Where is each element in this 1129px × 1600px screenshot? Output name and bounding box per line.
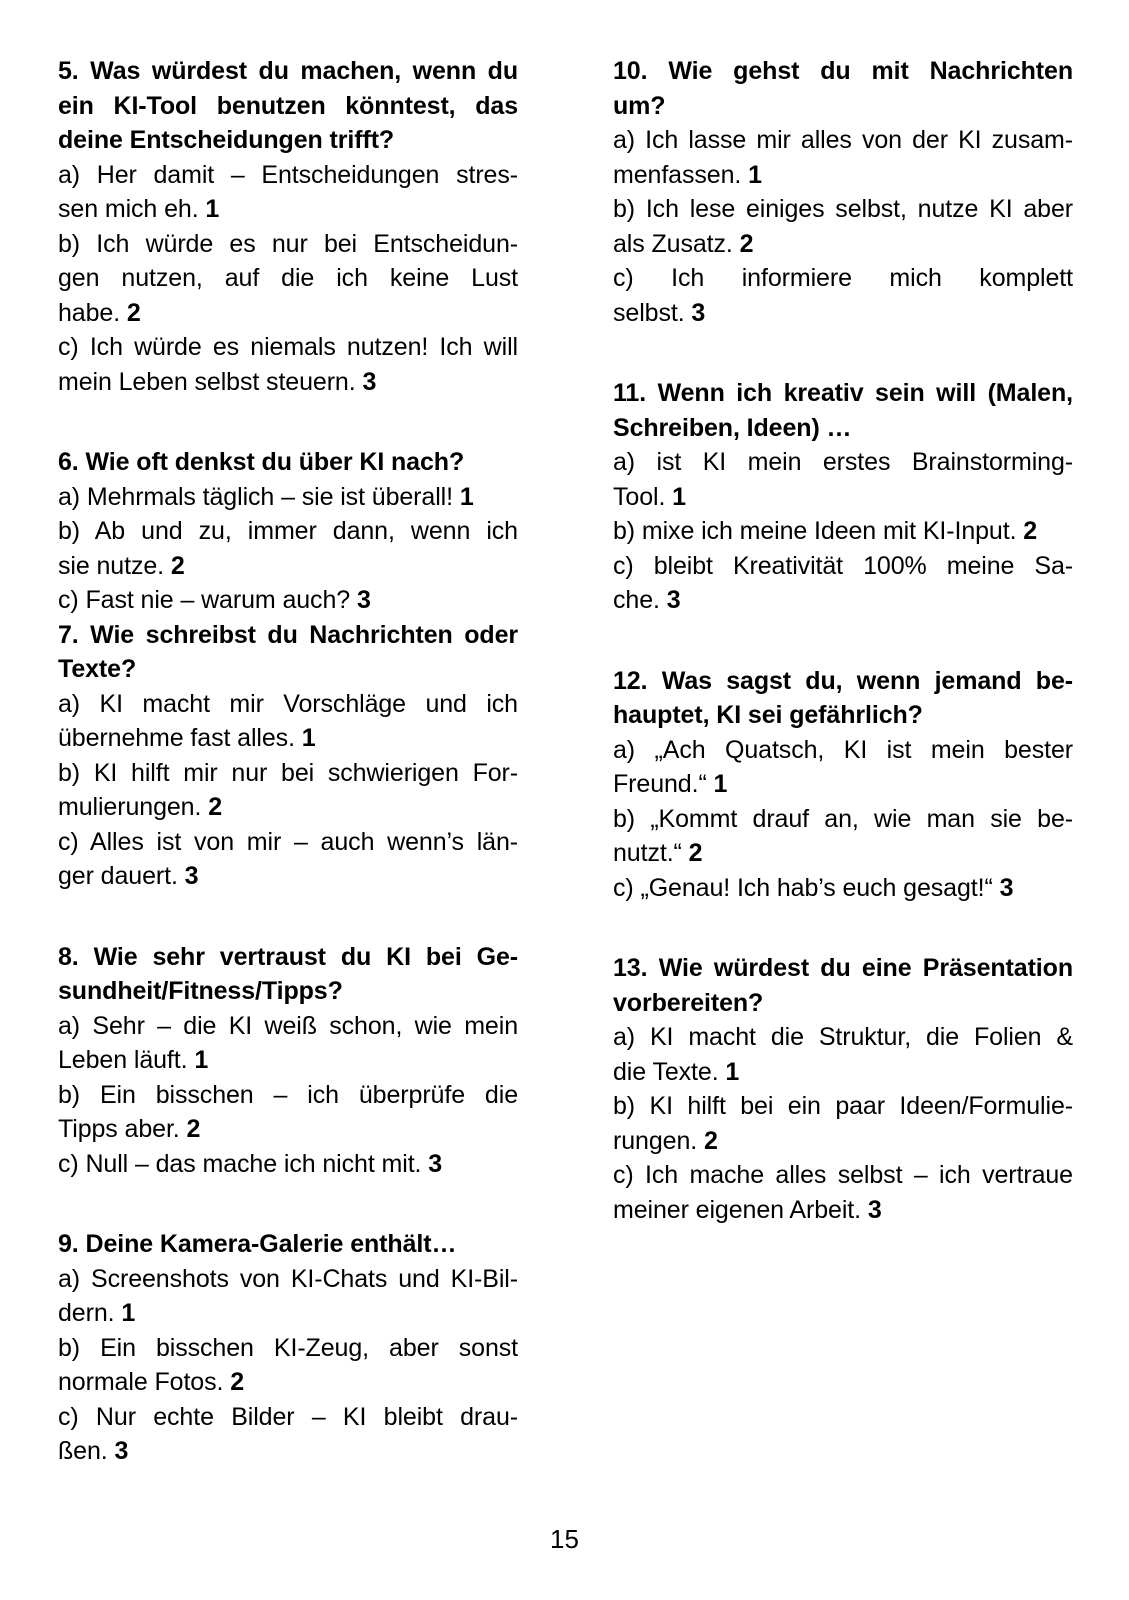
option-score: 3 — [691, 298, 706, 327]
option-line: a) KI macht die Struktur, die Folien & — [613, 1023, 1073, 1051]
question-block — [58, 445, 518, 618]
option-line: a) Her damit – Entscheidungen stres- — [58, 160, 518, 189]
column-left — [58, 54, 518, 1515]
option-line — [613, 227, 1073, 262]
question-heading-line: 11. Wenn ich kreativ sein will (Malen, — [613, 379, 1073, 407]
option-score: 2 — [186, 1115, 201, 1143]
option-score: 2 — [230, 1368, 245, 1396]
option-line — [58, 365, 518, 400]
option-text: Leben läuft. — [58, 1046, 188, 1074]
option-score: 1 — [748, 160, 762, 189]
option-score: 3 — [356, 586, 371, 614]
option-text: b) mixe ich meine Ideen mit KI-Input. — [613, 517, 1017, 545]
option-line — [613, 480, 1073, 515]
option-text: sen mich eh. — [58, 195, 199, 223]
option-text: c) Null – das mache ich nicht mit. — [58, 1149, 422, 1178]
option-line — [613, 514, 1073, 549]
option-score: 1 — [121, 1299, 136, 1327]
option-line — [58, 1147, 518, 1182]
option-line — [58, 1365, 518, 1400]
option-line — [58, 1043, 518, 1078]
option-line: b) „Kommt drauf an, wie man sie be- — [613, 804, 1073, 833]
option-line — [58, 480, 518, 515]
option-score: 2 — [170, 551, 185, 580]
question-heading-line: 8. Wie sehr vertraust du KI bei Ge- — [58, 942, 518, 971]
option-line: a) Screenshots von KI-Chats und KI-Bil- — [58, 1264, 518, 1293]
option-line — [58, 859, 518, 894]
option-text: dern. — [58, 1299, 115, 1327]
option-line: a) KI macht mir Vorschläge und ich — [58, 689, 518, 718]
option-text: Tipps aber. — [58, 1115, 180, 1143]
option-text: a) Mehrmals täglich – sie ist überall! — [58, 482, 453, 511]
option-score: 2 — [1023, 517, 1038, 545]
question-heading-line: hauptet, KI sei gefährlich? — [613, 701, 923, 729]
question-heading-line: 9. Deine Kamera-Galerie enthält… — [58, 1230, 457, 1258]
option-text: die Texte. — [613, 1057, 719, 1086]
option-line — [613, 296, 1073, 331]
question-heading-line: ein KI-Tool benutzen könntest, das — [58, 91, 518, 120]
option-score: 2 — [688, 839, 703, 867]
question-block — [613, 951, 1073, 1227]
question-heading-line: 13. Wie würdest du eine Präsentation — [613, 954, 1073, 982]
option-line: a) Ich lasse mir alles von der KI zusam- — [613, 126, 1073, 154]
option-line — [613, 158, 1073, 193]
option-line — [613, 1193, 1073, 1228]
option-score: 2 — [739, 229, 754, 258]
question-block — [613, 54, 1073, 330]
option-text: nutzt.“ — [613, 839, 682, 867]
option-line: b) Ein bisschen – ich überprüfe die — [58, 1080, 518, 1109]
option-text: habe. — [58, 298, 121, 327]
option-text: rungen. — [613, 1126, 698, 1155]
option-text: Tool. — [613, 482, 666, 511]
option-line — [58, 549, 518, 584]
option-score: 3 — [867, 1195, 882, 1224]
option-text: ger dauert. — [58, 862, 178, 890]
option-score: 1 — [459, 482, 474, 511]
option-score: 2 — [208, 793, 223, 821]
option-text: ßen. — [58, 1437, 108, 1465]
option-text: Freund.“ — [613, 770, 707, 798]
option-text: che. — [613, 586, 660, 614]
option-score: 3 — [428, 1149, 443, 1178]
question-block — [613, 664, 1073, 906]
option-line — [58, 296, 518, 331]
option-line — [613, 1055, 1073, 1090]
option-score: 1 — [194, 1046, 209, 1074]
question-heading-line: vorbereiten? — [613, 988, 764, 1017]
option-text: mein Leben selbst steuern. — [58, 367, 356, 396]
question-block — [58, 1227, 518, 1469]
option-text: c) „Genau! Ich hab’s euch gesagt!“ — [613, 873, 993, 902]
question-heading-line: Schreiben, Ideen) … — [613, 413, 852, 442]
option-line — [58, 1112, 518, 1147]
page-number: 15 — [550, 1524, 579, 1554]
option-line: c) Ich mache alles selbst – ich vertraue — [613, 1161, 1073, 1189]
option-line — [613, 767, 1073, 802]
option-score: 3 — [362, 367, 377, 396]
option-score: 2 — [703, 1126, 718, 1155]
option-line — [58, 790, 518, 825]
option-score: 1 — [725, 1057, 740, 1086]
option-score: 2 — [126, 298, 141, 327]
option-line: c) Ich informiere mich komplett — [613, 264, 1073, 292]
question-block — [58, 54, 518, 399]
option-text: übernehme fast alles. — [58, 724, 295, 752]
option-line — [58, 192, 518, 227]
option-text: normale Fotos. — [58, 1368, 224, 1396]
question-heading-line: 6. Wie oft denkst du über KI nach? — [58, 448, 465, 476]
option-line: gen nutzen, auf die ich keine Lust — [58, 264, 518, 292]
option-line: b) KI hilft mir nur bei schwierigen For- — [58, 758, 518, 787]
question-block — [58, 940, 518, 1182]
option-line: c) Ich würde es niemals nutzen! Ich will — [58, 333, 518, 361]
option-text: meiner eigenen Arbeit. — [613, 1195, 861, 1224]
question-block — [613, 376, 1073, 618]
option-score: 1 — [672, 482, 686, 511]
option-line: b) Ab und zu, immer dann, wenn ich — [58, 517, 518, 545]
option-line — [613, 871, 1073, 906]
option-line: a) Sehr – die KI weiß schon, wie mein — [58, 1011, 518, 1040]
option-line — [58, 721, 518, 756]
option-line: c) bleibt Kreativität 100% meine Sa- — [613, 551, 1073, 580]
option-line: b) Ich würde es nur bei Entscheidun- — [58, 229, 518, 258]
option-text: selbst. — [613, 298, 685, 327]
option-line: a) „Ach Quatsch, KI ist mein bester — [613, 735, 1073, 764]
option-score: 3 — [999, 873, 1014, 902]
option-line — [58, 1434, 518, 1469]
option-text: c) Fast nie – warum auch? — [58, 586, 351, 614]
column-right — [613, 54, 1073, 1515]
option-line — [58, 1296, 518, 1331]
option-line: c) Alles ist von mir – auch wenn’s län- — [58, 827, 518, 856]
question-heading-line: Texte? — [58, 655, 137, 683]
question-heading-line: 7. Wie schreibst du Nachrichten oder — [58, 620, 518, 649]
option-score: 3 — [184, 862, 199, 890]
question-heading-line: 5. Was würdest du machen, wenn du — [58, 57, 518, 85]
option-text: mulierungen. — [58, 793, 202, 821]
option-line — [613, 836, 1073, 871]
option-score: 1 — [301, 724, 316, 752]
option-line — [613, 1124, 1073, 1159]
option-score: 3 — [114, 1437, 129, 1465]
question-heading-line: um? — [613, 91, 666, 120]
option-line: c) Nur echte Bilder – KI bleibt drau- — [58, 1402, 518, 1431]
option-score: 1 — [713, 770, 728, 798]
question-heading-line: 10. Wie gehst du mit Nachrichten — [613, 57, 1073, 85]
option-text: als Zusatz. — [613, 229, 733, 258]
question-heading-line: sundheit/Fitness/Tipps? — [58, 977, 343, 1005]
question-block — [58, 618, 518, 894]
question-heading-line: 12. Was sagst du, wenn jemand be- — [613, 666, 1073, 695]
option-line — [613, 583, 1073, 618]
option-line: a) ist KI mein erstes Brainstorming- — [613, 448, 1073, 476]
option-score: 1 — [205, 195, 220, 223]
option-line: b) Ich lese einiges selbst, nutze KI aber — [613, 195, 1073, 223]
option-text: menfassen. — [613, 160, 742, 189]
option-score: 3 — [666, 586, 681, 614]
option-text: sie nutze. — [58, 551, 165, 580]
option-line: b) KI hilft bei ein paar Ideen/Formulie- — [613, 1092, 1073, 1120]
question-heading-line: deine Entscheidungen trifft? — [58, 126, 395, 154]
option-line — [58, 583, 518, 618]
option-line: b) Ein bisschen KI-Zeug, aber sonst — [58, 1333, 518, 1362]
